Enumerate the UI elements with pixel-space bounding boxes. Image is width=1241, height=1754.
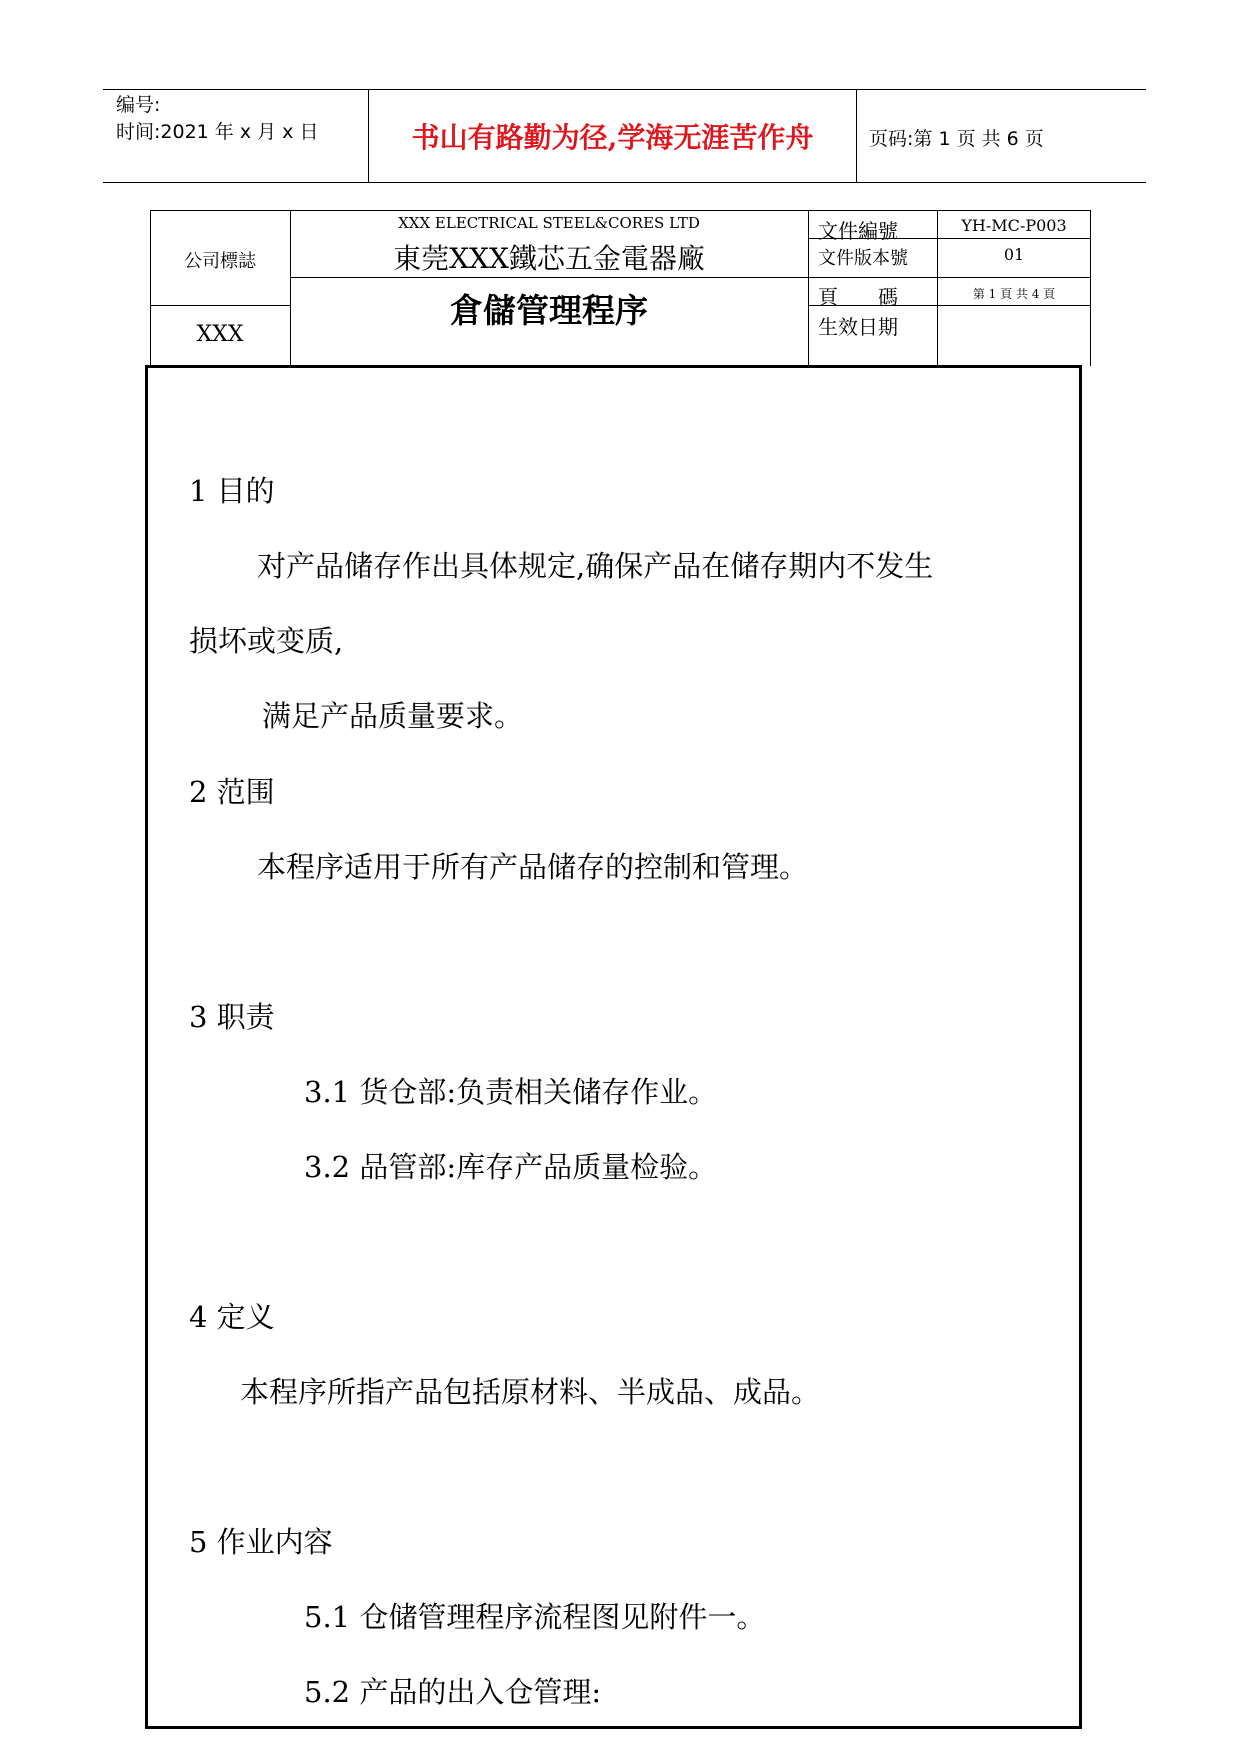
header-top-rule — [103, 89, 1146, 90]
section-1-text-continued: 损坏或变质, — [189, 624, 344, 658]
company-name-chinese: 東莞XXX鐵芯五金電器廠 — [393, 242, 705, 275]
company-logo: XXX — [196, 322, 244, 347]
section-1-text: 对产品储存作出具体规定,确保产品在储存期内不发生 — [257, 549, 934, 583]
section-4-heading: 4 定义 — [189, 1300, 275, 1334]
company-name-english: XXX ELECTRICAL STEEL&CORES LTD — [398, 214, 700, 232]
section-3-1: 3.1 货仓部:负责相关储存作业。 — [304, 1075, 718, 1109]
header-divider-left — [368, 89, 369, 182]
header-divider-right — [856, 89, 857, 182]
section-2-text: 本程序适用于所有产品储存的控制和管理。 — [257, 850, 809, 884]
header-meta — [116, 92, 318, 146]
field-label-effective-date: 生效日期 — [818, 315, 898, 339]
company-logo-label: 公司標誌 — [184, 251, 256, 272]
section-1-text-requirement: 满足产品质量要求。 — [262, 699, 524, 733]
document-control-table — [150, 210, 1091, 366]
section-5-heading: 5 作业内容 — [189, 1525, 333, 1559]
field-value-version: 01 — [1003, 245, 1025, 264]
document-number-label: 编号: — [116, 94, 161, 116]
header-bottom-rule — [103, 182, 1146, 183]
header-page-number: 页码:第 1 页 共 6 页 — [869, 128, 1044, 150]
header-motto: 书山有路勤为径,学海无涯苦作舟 — [411, 121, 814, 154]
section-5-2: 5.2 产品的出入仓管理: — [304, 1675, 602, 1709]
section-1-heading: 1 目的 — [189, 474, 275, 508]
section-5-1: 5.1 仓储管理程序流程图见附件一。 — [304, 1600, 766, 1634]
field-label-doc-number: 文件編號 — [818, 219, 898, 243]
document-time-label: 时间:2021 年 x 月 x 日 — [116, 121, 319, 143]
field-value-page: 第 1 頁 共 4 頁 — [972, 287, 1056, 301]
section-4-text: 本程序所指产品包括原材料、半成品、成品。 — [240, 1375, 821, 1409]
section-3-2: 3.2 品管部:库存产品质量检验。 — [304, 1150, 718, 1184]
section-3-heading: 3 职责 — [189, 1000, 275, 1034]
document-title: 倉儲管理程序 — [450, 291, 648, 330]
field-label-version: 文件版本號 — [818, 248, 908, 269]
section-2-heading: 2 范围 — [189, 775, 275, 809]
field-label-page: 頁 碼 — [818, 285, 898, 309]
field-value-doc-number: YH-MC-P003 — [961, 216, 1067, 235]
